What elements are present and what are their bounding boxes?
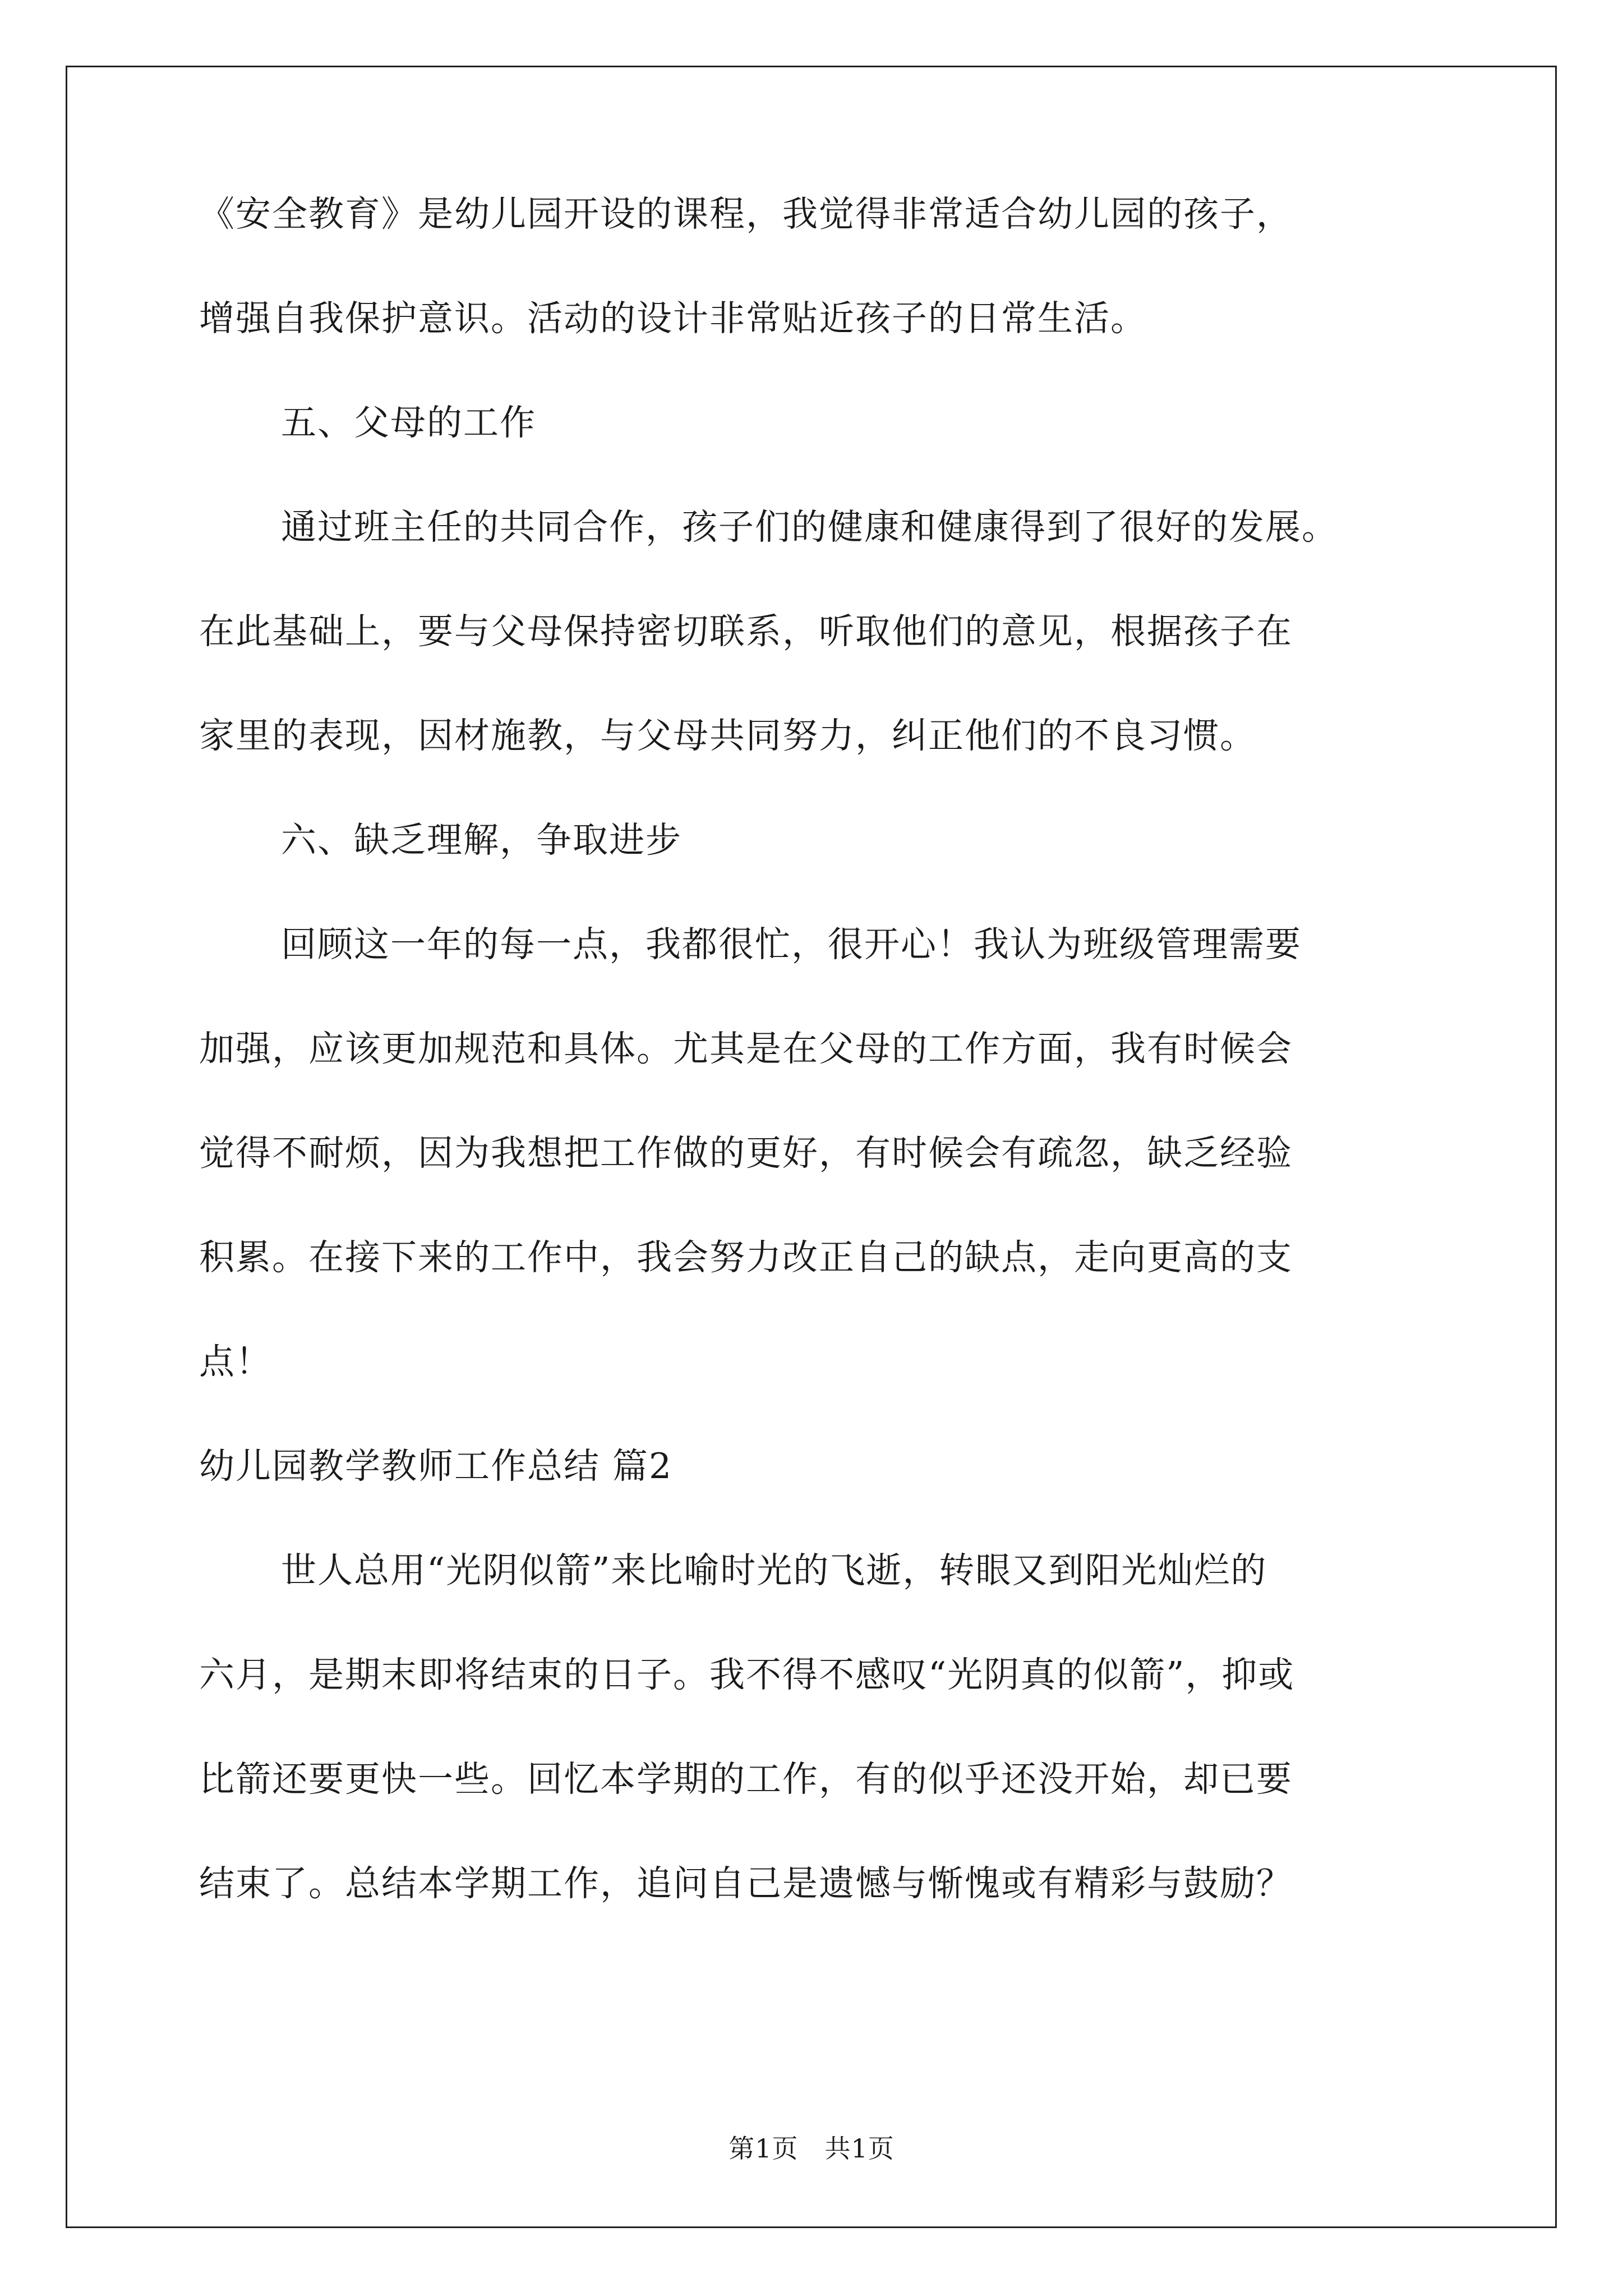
page-number-footer: 第1页 共1页 — [728, 2133, 895, 2164]
paragraph-line: 回顾这一年的每一点，我都很忙，很开心！我认为班级管理需要 — [281, 924, 1302, 965]
paragraph-line: 《安全教育》是幼儿园开设的课程，我觉得非常适合幼儿园的孩子， — [199, 194, 1293, 234]
paragraph-line: 世人总用“光阴似箭”来比喻时光的飞逝，转眼又到阳光灿烂的 — [281, 1550, 1267, 1591]
paragraph-line: 加强，应该更加规范和具体。尤其是在父母的工作方面，我有时候会 — [199, 1028, 1293, 1069]
paragraph-line: 觉得不耐烦，因为我想把工作做的更好，有时候会有疏忽，缺乏经验 — [199, 1133, 1293, 1174]
paragraph-line: 比箭还要更快一些。回忆本学期的工作，有的似乎还没开始，却已要 — [199, 1759, 1293, 1800]
paragraph-line: 家里的表现，因材施教，与父母共同努力，纠正他们的不良习惯。 — [199, 715, 1256, 756]
document-body — [199, 187, 1438, 1911]
paragraph-line: 积累。在接下来的工作中，我会努力改正自己的缺点，走向更高的支 — [199, 1237, 1293, 1278]
section-heading: 六、缺乏理解，争取进步 — [281, 820, 682, 861]
paragraph-line: 增强自我保护意识。活动的设计非常贴近孩子的日常生活。 — [199, 298, 1147, 339]
paragraph-line: 在此基础上，要与父母保持密切联系，听取他们的意见，根据孩子在 — [199, 611, 1293, 652]
section-heading: 五、父母的工作 — [281, 402, 536, 443]
paragraph-line: 六月，是期末即将结束的日子。我不得不感叹“光阴真的似箭”，抑或 — [199, 1654, 1295, 1695]
paragraph-line: 结束了。总结本学期工作，追问自己是遗憾与惭愧或有精彩与鼓励？ — [199, 1863, 1293, 1904]
paragraph-line: 点！ — [199, 1341, 272, 1382]
article-title: 幼儿园教学教师工作总结 篇2 — [199, 1446, 673, 1487]
paragraph-line: 通过班主任的共同合作，孩子们的健康和健康得到了很好的发展。 — [281, 507, 1338, 547]
